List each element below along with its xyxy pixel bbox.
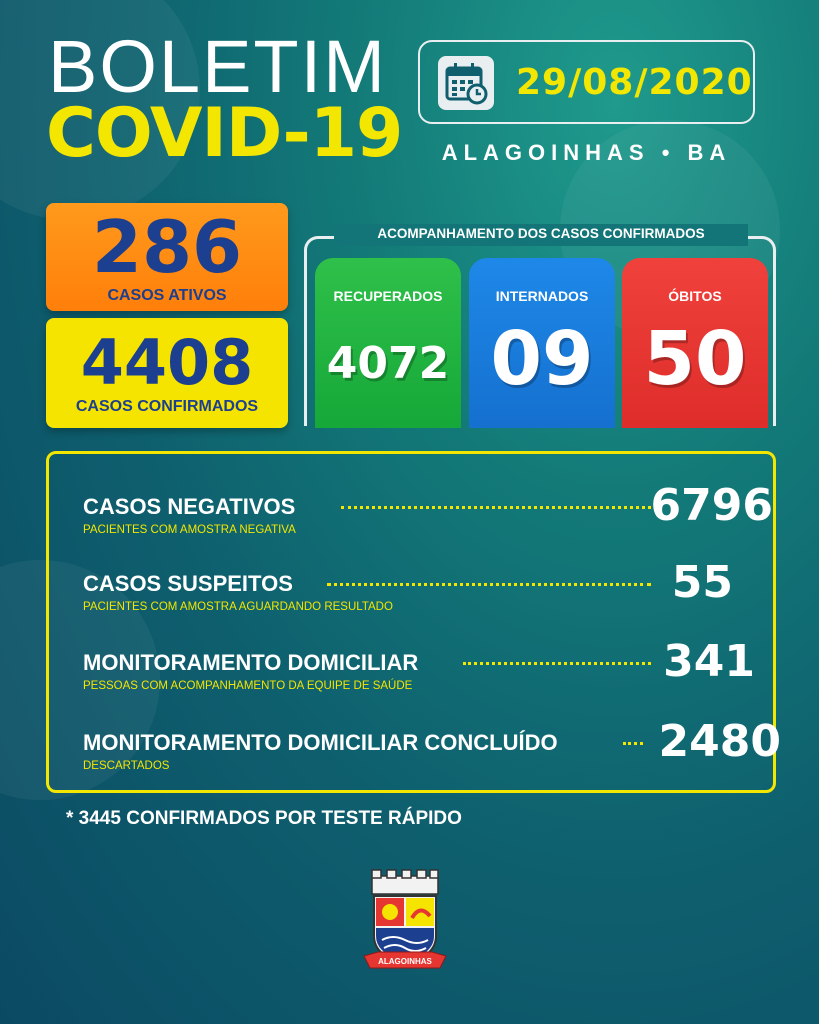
recovered-card [315,258,461,428]
tracking-title: ACOMPANHAMENTO DOS CASOS CONFIRMADOS [377,226,705,241]
detail-value: 55 [671,557,733,608]
active-cases-label: CASOS ATIVOS [107,287,227,304]
confirmed-cases-label: CASOS CONFIRMADOS [75,398,259,415]
detail-value: 6796 [650,480,773,531]
dotted-leader [623,742,643,745]
details-box [46,451,781,793]
detail-subtitle: PESSOAS COM ACOMPANHAMENTO DA EQUIPE DE SAÚDE [83,680,413,692]
detail-row-home-monitoring-completed [83,716,781,790]
detail-subtitle: DESCARTADOS [83,760,170,772]
active-cases-card [46,203,288,311]
detail-title: CASOS SUSPEITOS [83,571,293,596]
detail-subtitle: PACIENTES COM AMOSTRA AGUARDANDO RESULTADO [83,601,393,613]
recovered-value: 4072 [326,338,450,389]
detail-row-suspected [83,557,773,631]
confirmed-cases-value: 4408 [80,326,254,399]
detail-title: MONITORAMENTO DOMICILIAR CONCLUÍDO [83,730,558,755]
bulletin-date: 29/08/2020 [516,62,753,103]
dotted-leader [327,583,651,586]
detail-title: CASOS NEGATIVOS [83,494,296,519]
dotted-leader [463,662,651,665]
detail-row-home-monitoring [83,636,773,710]
location: ALAGOINHAS • BA [441,140,732,165]
calendar-icon [438,56,494,110]
confirmed-cases-card [46,318,288,428]
active-cases-value: 286 [91,205,243,289]
crest-banner-text: ALAGOINHAS [378,957,432,966]
detail-title: MONITORAMENTO DOMICILIAR [83,650,419,675]
hospitalized-label: INTERNADOS [495,288,589,304]
recovered-label: RECUPERADOS [333,288,443,304]
hospitalized-card [469,258,615,428]
title-covid: COVID-19 [46,94,403,173]
detail-value: 341 [663,636,755,687]
date-box [418,40,755,124]
dotted-leader [341,506,651,509]
municipal-crest [360,868,450,976]
title-boletim: BOLETIM [48,25,387,108]
detail-value: 2480 [658,716,781,767]
footnote: * 3445 CONFIRMADOS POR TESTE RÁPIDO [66,808,462,829]
detail-subtitle: PACIENTES COM AMOSTRA NEGATIVA [83,524,296,536]
deaths-card [622,258,768,428]
deaths-label: ÓBITOS [668,288,722,304]
deaths-value: 50 [643,316,747,402]
detail-row-negative [83,480,773,554]
hospitalized-value: 09 [490,316,594,402]
